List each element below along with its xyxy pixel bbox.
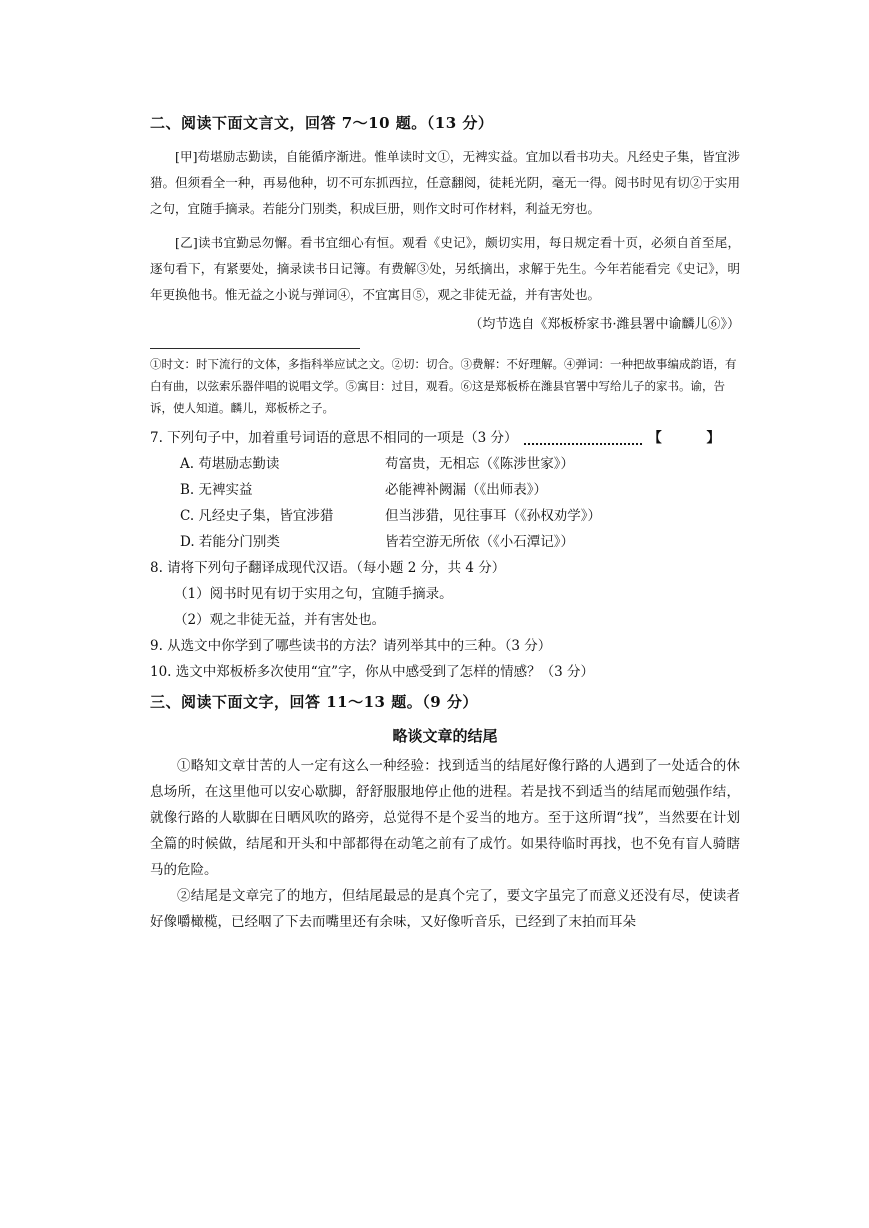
option-a-left: A. 苟堪励志勤读 <box>180 456 280 472</box>
option-d-right: 皆若空游无所依（《小石潭记》） <box>385 534 574 550</box>
option-b-left: B. 无裨实益 <box>180 482 253 498</box>
article-title: 略谈文章的结尾 <box>392 727 498 745</box>
question-10: 10. 选文中郑板桥多次使用“宜”字，你从中感受到了怎样的情感？（3 分） <box>150 664 594 680</box>
option-b-right: 必能裨补阙漏（《出师表》） <box>385 482 547 498</box>
section-2-title: 二、阅读下面文言文，回答 7～10 题。（13 分） <box>150 114 494 132</box>
option-c-left: C. 凡经史子集，皆宜涉猎 <box>180 508 334 524</box>
option-c-right: 但当涉猎，见往事耳（《孙权劝学》） <box>385 508 601 524</box>
passage-jia: [甲]苟堪励志勤读，自能循序渐进。惟单读时文①，无裨实益。宜加以看书功夫。凡经史子集，皆宜涉猎。但须看全一种，再易他种，切不可东抓西拉，任意翻阅，徒耗光阴，毫无一得。阅书时见有切②于实用之句，宜随手摘录。若能分门别类，积成巨册，则作文时可作材料，利益无穷也。 <box>150 149 740 216</box>
document-body <box>150 110 740 935</box>
footnote-divider <box>150 348 360 349</box>
question-8-stem: 8. 请将下列句子翻译成现代汉语。（每小题 2 分，共 4 分） <box>150 560 506 576</box>
option-d-left: D. 若能分门别类 <box>180 534 280 550</box>
passage-source: （均节选自《郑板桥家书·潍县署中谕麟儿⑥》） <box>469 317 740 332</box>
question-7-stem: 7. 下列句子中，加着重号词语的意思不相同的一项是（3 分） <box>150 430 518 446</box>
option-a <box>180 451 740 477</box>
passage-yi: [乙]读书宜勤忌勿懈。看书宜细心有恒。观看《史记》，颇切实用，每日规定看十页，必须自首至尾，逐句看下，有紧要处，摘录读书日记簿。有费解③处，另纸摘出，求解于先生。今年若能看完《史记》，明年更换他书。惟无益之小说与弹词④，不宜寓目⑤，观之非徒无益，并有害处也。 <box>150 235 740 302</box>
option-d <box>180 529 740 555</box>
answer-bracket: 【 】 <box>648 430 740 446</box>
article-paragraph-1: ①略知文章甘苦的人一定有这么一种经验：找到适当的结尾好像行路的人遇到了一处适合的休息场所，在这里他可以安心歇脚，舒舒服服地停止他的进程。若是找不到适当的结尾而勉强作结，就像行路的人歇脚在日晒风吹的路旁，总觉得不是个妥当的地方。至于这所谓“找”，当然要在计划全篇的时候做，结尾和开头和中部都得在动笔之前有了成竹。如果待临时再找，也不免有盲人骑瞎马的危险。 <box>150 758 740 878</box>
option-b <box>180 477 740 503</box>
section-3-title: 三、阅读下面文字，回答 11～13 题。（9 分） <box>150 693 478 711</box>
question-9: 9. 从选文中你学到了哪些读书的方法？请列举其中的三种。（3 分） <box>150 638 552 654</box>
dotted-leader <box>524 431 643 445</box>
question-8-sentence-2: （2）观之非徒无益，并有害处也。 <box>174 612 386 628</box>
question-8-sentence-1: （1）阅书时见有切于实用之句，宜随手摘录。 <box>174 586 453 602</box>
question-7 <box>150 425 740 451</box>
article-paragraph-2: ②结尾是文章完了的地方，但结尾最忌的是真个完了，要文字虽完了而意义还没有尽，使读者好像嚼橄榄，已经咽了下去而嘴里还有余味，又好像听音乐，已经到了末拍而耳朵 <box>150 888 740 930</box>
footnotes: ①时文：时下流行的文体，多指科举应试之文。②切：切合。③费解：不好理解。④弹词：一种把故事编成韵语，有白有曲，以弦索乐器伴唱的说唱文学。⑤寓目：过目，观看。⑥这是郑板桥在潍县官署中写给儿子的家书。谕，告诉，使人知道。麟儿，郑板桥之子。 <box>150 357 737 415</box>
option-c <box>180 503 740 529</box>
option-a-right: 苟富贵，无相忘（《陈涉世家》） <box>385 456 574 472</box>
